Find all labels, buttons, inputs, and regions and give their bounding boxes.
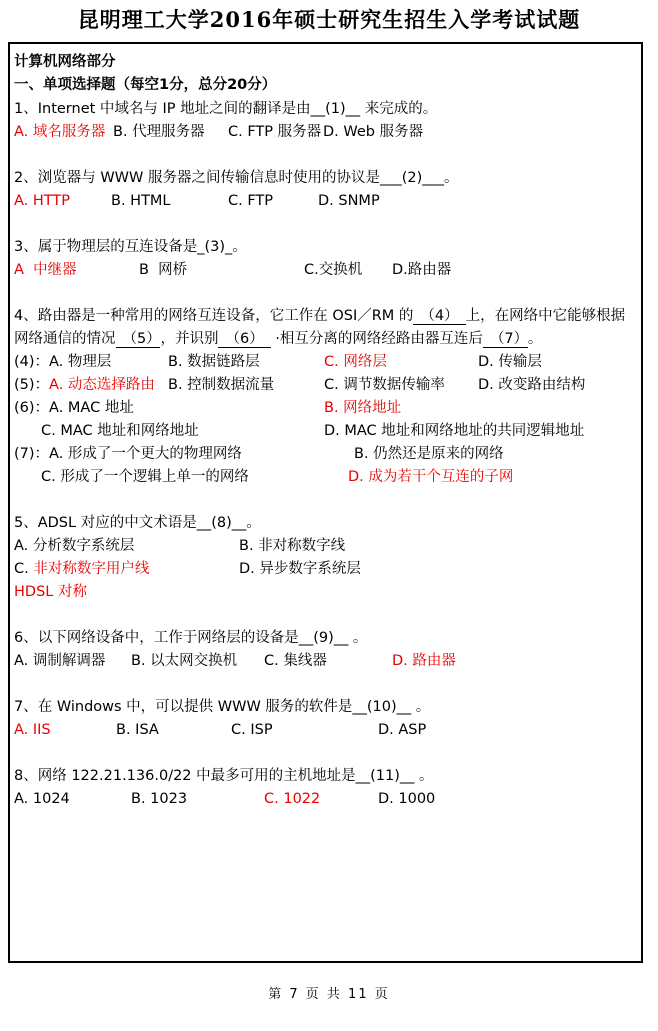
question-6 [14, 627, 633, 673]
question-1-stem: 1、Internet 中域名与 IP 地址之间的翻译是由__(1)__ 来完成的。 [14, 101, 438, 117]
question-4-row-4-option-a: (4)：A. 物理层 [14, 354, 112, 370]
question-4-row-5-option-b: B. 控制数据流量 [168, 377, 275, 393]
question-5-options-cd [14, 558, 633, 581]
question-4-row-7-line-2 [14, 466, 633, 489]
question-1-option-b: B. 代理服务器 [113, 124, 205, 140]
question-4-row-5 [14, 374, 633, 397]
question-4-row-4-option-d: D. 传输层 [478, 354, 542, 370]
question-2-stem: 2、浏览器与 WWW 服务器之间传输信息时使用的协议是___(2)___。 [14, 170, 459, 186]
blank-6: （6） [218, 331, 270, 348]
question-1-option-d: D. Web 服务器 [323, 124, 424, 140]
question-8-stem: 8、网络 122.21.136.0/22 中最多可用的主机地址是__(11)__ 。 [14, 768, 434, 784]
blank-4: （4） [413, 308, 465, 325]
question-1-option-a: A. 域名服务器 [14, 124, 106, 140]
question-6-options [14, 650, 633, 673]
question-2-option-c: C. FTP [228, 193, 274, 209]
question-4-row-5-option-c: C. 调节数据传输率 [324, 377, 445, 393]
question-4-row-6-option-c: C. MAC 地址和网络地址 [41, 423, 199, 439]
option-c-label: C. [14, 561, 34, 577]
question-2-option-b: B. HTML [111, 193, 171, 209]
question-8-options [14, 788, 633, 811]
blank-7: （7） [483, 331, 528, 348]
blank-5: （5） [116, 331, 161, 348]
page-title: 昆明理工大学2016年硕士研究生招生入学考试试题 [77, 7, 581, 32]
question-4-row-4-option-c: C. 网络层 [324, 354, 387, 370]
question-7-stem: 7、在 Windows 中，可以提供 WWW 服务的软件是__(10)__ 。 [14, 699, 431, 715]
question-4-row-6-option-b: B. 网络地址 [324, 400, 402, 416]
question-8 [14, 765, 633, 811]
question-5-option-b: B. 非对称数字线 [239, 538, 346, 554]
question-7-option-a: A. IIS [14, 722, 51, 738]
question-5-note: HDSL 对称 [14, 584, 87, 600]
question-5 [14, 512, 633, 604]
question-2-option-a: A. HTTP [14, 193, 70, 209]
question-4-row-7-option-c: C. 形成了一个逻辑上单一的网络 [41, 469, 249, 485]
question-6-option-b: B. 以太网交换机 [131, 653, 238, 669]
question-4 [14, 305, 633, 489]
question-4-row-5-option-a: (5)：A. 动态选择路由 [14, 377, 155, 393]
question-3-option-c: C.交换机 [304, 262, 363, 278]
option-c-text: 非对称数字用户线 [33, 561, 150, 577]
question-3 [14, 236, 633, 282]
question-1-options [14, 121, 633, 144]
question-7-options [14, 719, 633, 742]
question-4-row-7-option-d: D. 成为若干个互连的子网 [348, 469, 514, 485]
question-5-options-ab [14, 535, 633, 558]
question-3-stem: 3、属于物理层的互连设备是_(3)_。 [14, 239, 247, 255]
exam-border-box [8, 42, 643, 963]
headings [14, 51, 633, 97]
row-5-prefix: (5)： [14, 377, 50, 393]
question-2-option-d: D. SNMP [318, 193, 380, 209]
question-4-row-6-option-a: (6)：A. MAC 地址 [14, 400, 134, 416]
question-8-option-d: D. 1000 [378, 791, 436, 807]
question-4-row-6-line-2 [14, 420, 633, 443]
section-heading: 计算机网络部分 [14, 54, 116, 70]
question-8-option-b: B. 1023 [131, 791, 188, 807]
question-6-option-a: A. 调制解调器 [14, 653, 106, 669]
question-5-option-c [14, 558, 239, 581]
question-1 [14, 98, 633, 144]
question-6-option-c: C. 集线器 [264, 653, 327, 669]
question-4-row-6-option-d: D. MAC 地址和网络地址的共同逻辑地址 [324, 423, 585, 439]
question-5-option-d: D. 异步数字系统层 [239, 561, 361, 577]
question-3-option-a: A 中继器 [14, 262, 77, 278]
question-6-option-d: D. 路由器 [392, 653, 456, 669]
page-footer: 第 7 页 共 11 页 [268, 987, 390, 1002]
question-4-row-4 [14, 351, 633, 374]
question-5-stem: 5、ADSL 对应的中文术语是__(8)__。 [14, 515, 261, 531]
question-3-option-d: D.路由器 [392, 262, 452, 278]
question-3-options [14, 259, 633, 282]
question-4-row-7-option-a: (7)：A. 形成了一个更大的物理网络 [14, 446, 242, 462]
question-4-row-4-option-b: B. 数据链路层 [168, 354, 260, 370]
question-2 [14, 167, 633, 213]
question-4-row-6-line-1 [14, 397, 633, 420]
question-5-option-a: A. 分析数字系统层 [14, 538, 135, 554]
question-1-option-c: C. FTP 服务器 [228, 124, 322, 140]
question-7-option-d: D. ASP [378, 722, 427, 738]
question-8-option-a: A. 1024 [14, 791, 70, 807]
question-4-row-7-line-1 [14, 443, 633, 466]
question-3-option-b: B 网桥 [139, 262, 188, 278]
question-6-stem: 6、以下网络设备中，工作于网络层的设备是__(9)__ 。 [14, 630, 368, 646]
question-4-stem: 4、路由器是一种常用的网络互连设备，它工作在 OSI／RM 的 （4） 上，在网络中它能够根据网络通信的情况 （5） ，并识别 （6） ·相互分离的网络经路由器互连后 （7） 。 [14, 308, 626, 347]
question-7-option-c: C. ISP [231, 722, 273, 738]
question-8-option-c: C. 1022 [264, 791, 321, 807]
question-7-option-b: B. ISA [116, 722, 159, 738]
question-2-options [14, 190, 633, 213]
part-heading: 一、单项选择题（每空1分，总分20分） [14, 77, 277, 93]
question-4-row-5-option-d: D. 改变路由结构 [478, 377, 586, 393]
question-4-row-7-option-b: B. 仍然还是原来的网络 [354, 446, 504, 462]
question-7 [14, 696, 633, 742]
